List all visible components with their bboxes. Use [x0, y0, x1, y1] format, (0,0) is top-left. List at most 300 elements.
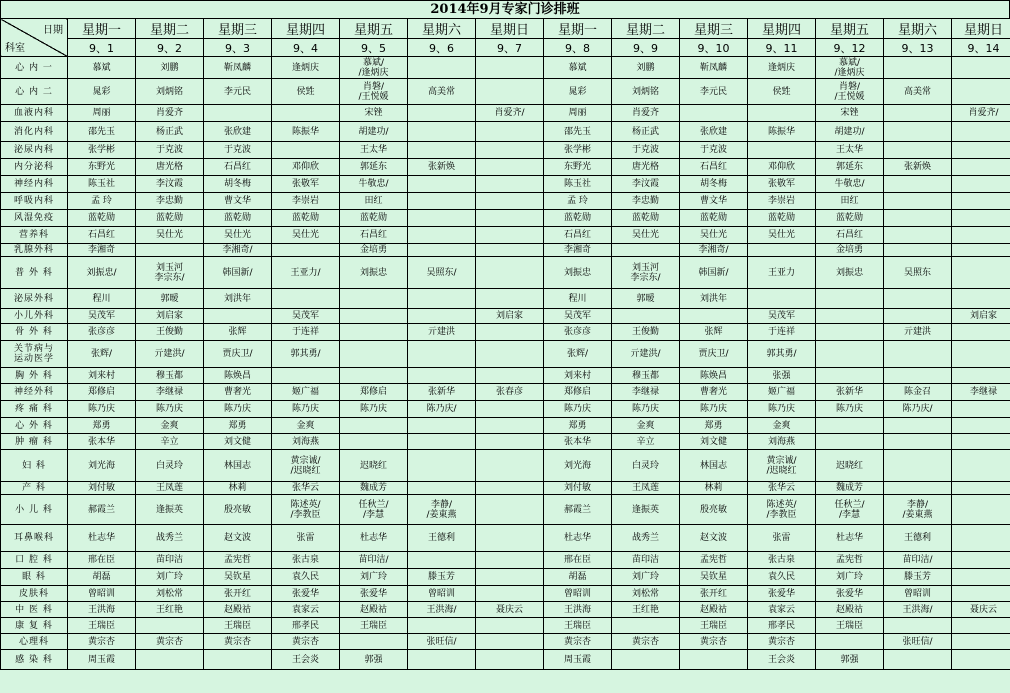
doctor-cell: 王瑞臣	[680, 618, 748, 634]
doctor-cell: 陈乃庆/	[884, 401, 952, 418]
doctor-cell: 刘鹏	[136, 57, 204, 79]
table-row	[1, 193, 1010, 210]
doctor-cell	[952, 176, 1010, 193]
doctor-cell	[476, 122, 544, 142]
doctor-cell: 王洪海/	[884, 602, 952, 618]
doctor-cell: 张强	[748, 368, 816, 384]
doctor-cell: 刘付敏	[544, 482, 612, 495]
table-row	[1, 434, 1010, 450]
doctor-cell: 陈乃庆	[544, 401, 612, 418]
department-cell: 呼吸内科	[1, 193, 68, 210]
doctor-cell: 肖爱齐	[136, 105, 204, 122]
doctor-cell: 林莉	[680, 482, 748, 495]
doctor-cell: 胡磊	[68, 569, 136, 586]
doctor-cell: 刘启家	[476, 309, 544, 324]
doctor-cell: 林莉	[204, 482, 272, 495]
department-cell: 关节病与 运动医学	[1, 341, 68, 368]
doctor-cell: 韩国新/	[204, 257, 272, 289]
doctor-cell: 亓建洪/	[612, 341, 680, 368]
doctor-cell	[952, 289, 1010, 309]
date-header: 9、7	[476, 39, 544, 57]
doctor-cell	[136, 650, 204, 670]
department-cell: 泌尿内科	[1, 142, 68, 159]
doctor-cell: 苗印洁/	[340, 552, 408, 569]
doctor-cell: 慕斌/ /逢炳庆	[340, 57, 408, 79]
table-row	[1, 495, 1010, 525]
doctor-cell: 石昌红	[68, 227, 136, 244]
doctor-cell: 李静/ /姜東燕	[884, 495, 952, 525]
doctor-cell: 蓝乾勋	[748, 210, 816, 227]
doctor-cell: 吴茂军	[544, 309, 612, 324]
doctor-cell: 赵殿祜	[204, 602, 272, 618]
doctor-cell: 郑修启	[68, 384, 136, 401]
doctor-cell	[952, 193, 1010, 210]
doctor-cell: 郭强	[816, 650, 884, 670]
doctor-cell: 魏成芳	[816, 482, 884, 495]
doctor-cell: 王瑞臣	[204, 618, 272, 634]
doctor-cell: 张敬军	[748, 176, 816, 193]
doctor-cell: 王瑞臣	[340, 618, 408, 634]
table-row	[1, 368, 1010, 384]
doctor-cell: 王红艳	[612, 602, 680, 618]
doctor-cell	[272, 368, 340, 384]
doctor-cell: 于克波	[680, 142, 748, 159]
sheet-title: 2014年9月专家门诊排班	[0, 0, 1010, 18]
doctor-cell: 刘启家	[136, 309, 204, 324]
doctor-cell	[748, 105, 816, 122]
doctor-cell: 胡建功/	[816, 122, 884, 142]
doctor-cell: 郑勇	[68, 418, 136, 434]
doctor-cell: 聂庆云	[476, 602, 544, 618]
doctor-cell: 亓建洪	[884, 324, 952, 341]
doctor-cell	[816, 418, 884, 434]
doctor-cell	[952, 257, 1010, 289]
doctor-cell	[884, 227, 952, 244]
doctor-cell: 石昌红	[204, 159, 272, 176]
doctor-cell: 李湘奇	[544, 244, 612, 257]
doctor-cell: 陈述英/ /李教臣	[748, 495, 816, 525]
doctor-cell: 张雷	[272, 525, 340, 552]
doctor-cell: 张学彬	[544, 142, 612, 159]
doctor-cell: 曾昭训	[68, 586, 136, 602]
doctor-cell	[340, 368, 408, 384]
doctor-cell: 曾昭训	[884, 586, 952, 602]
doctor-cell	[476, 569, 544, 586]
doctor-cell: 陈振华	[748, 122, 816, 142]
doctor-cell	[476, 193, 544, 210]
doctor-cell: 陈述英/ /李教臣	[272, 495, 340, 525]
doctor-cell	[476, 586, 544, 602]
date-header: 9、3	[204, 39, 272, 57]
doctor-cell: 王瑞臣	[68, 618, 136, 634]
doctor-cell: 吴茂军	[748, 309, 816, 324]
doctor-cell: 王会炎	[272, 650, 340, 670]
doctor-cell: 陈金召	[884, 384, 952, 401]
doctor-cell: 张爱华	[272, 586, 340, 602]
doctor-cell	[952, 634, 1010, 650]
doctor-cell	[884, 105, 952, 122]
doctor-cell: 李继禄	[136, 384, 204, 401]
department-cell: 疼 痛 科	[1, 401, 68, 418]
doctor-cell: 李崇岩	[272, 193, 340, 210]
doctor-cell: 贾庆卫/	[680, 341, 748, 368]
doctor-cell	[476, 210, 544, 227]
doctor-cell: 迟晓红	[340, 450, 408, 482]
weekday-header: 星期四	[272, 19, 340, 39]
doctor-cell: 王瑞臣	[544, 618, 612, 634]
department-cell: 心 内 一	[1, 57, 68, 79]
doctor-cell	[476, 57, 544, 79]
doctor-cell: 刘来村	[544, 368, 612, 384]
doctor-cell: 于克波	[136, 142, 204, 159]
doctor-cell: 张彦彦	[544, 324, 612, 341]
doctor-cell	[476, 227, 544, 244]
date-header: 9、8	[544, 39, 612, 57]
doctor-cell: 黄宗杏	[544, 634, 612, 650]
doctor-cell	[612, 309, 680, 324]
doctor-cell: 陈焕昌	[680, 368, 748, 384]
doctor-cell: 赵殿祜	[340, 602, 408, 618]
doctor-cell: 宋锉	[816, 105, 884, 122]
doctor-cell: 杨正武	[136, 122, 204, 142]
doctor-cell: 袁久民	[272, 569, 340, 586]
doctor-cell: 郭其勇/	[272, 341, 340, 368]
doctor-cell: 穆玉都	[612, 368, 680, 384]
department-cell: 心 外 科	[1, 418, 68, 434]
doctor-cell	[952, 495, 1010, 525]
doctor-cell	[476, 634, 544, 650]
doctor-cell	[884, 289, 952, 309]
doctor-cell: 刘广玲	[340, 569, 408, 586]
table-row	[1, 618, 1010, 634]
doctor-cell	[408, 122, 476, 142]
table-row	[1, 418, 1010, 434]
doctor-cell: 孟 玲	[68, 193, 136, 210]
doctor-cell: 慕斌	[68, 57, 136, 79]
doctor-cell	[340, 418, 408, 434]
doctor-cell: 李元民	[680, 79, 748, 105]
doctor-cell: 吴仕光	[204, 227, 272, 244]
doctor-cell	[476, 368, 544, 384]
doctor-cell: 靳凤麟	[204, 57, 272, 79]
doctor-cell: 牛敬忠/	[340, 176, 408, 193]
doctor-cell: 战秀兰	[136, 525, 204, 552]
doctor-cell: 于连祥	[748, 324, 816, 341]
doctor-cell: 邢在臣	[68, 552, 136, 569]
doctor-cell: 袁家云	[748, 602, 816, 618]
doctor-cell: 金培勇	[816, 244, 884, 257]
doctor-cell: 滕玉芳	[884, 569, 952, 586]
doctor-cell: 周丽	[544, 105, 612, 122]
doctor-cell: 胡建功/	[340, 122, 408, 142]
doctor-cell: 穆玉都	[136, 368, 204, 384]
doctor-cell: 肖爱齐/	[476, 105, 544, 122]
doctor-cell: 黄宗杏	[612, 634, 680, 650]
doctor-cell: 刘来村	[68, 368, 136, 384]
date-header: 9、5	[340, 39, 408, 57]
doctor-cell: 赵文波	[204, 525, 272, 552]
department-cell: 内分泌科	[1, 159, 68, 176]
doctor-cell	[680, 309, 748, 324]
doctor-cell	[612, 618, 680, 634]
doctor-cell: 张开红	[204, 586, 272, 602]
doctor-cell: 刘振忠	[340, 257, 408, 289]
doctor-cell: 金爽	[136, 418, 204, 434]
doctor-cell	[748, 244, 816, 257]
doctor-cell	[952, 401, 1010, 418]
table-row	[1, 57, 1010, 79]
doctor-cell: 周丽	[68, 105, 136, 122]
doctor-cell	[748, 142, 816, 159]
department-cell: 小儿外科	[1, 309, 68, 324]
doctor-cell: 刘松常	[136, 586, 204, 602]
table-row	[1, 634, 1010, 650]
doctor-cell: 李忠勤	[612, 193, 680, 210]
doctor-cell: 肖磐/ /王悦媛	[816, 79, 884, 105]
doctor-cell: 陈乃庆	[340, 401, 408, 418]
doctor-cell: 晁彩	[544, 79, 612, 105]
table-row	[1, 552, 1010, 569]
doctor-cell: 袁家云	[272, 602, 340, 618]
doctor-cell	[884, 122, 952, 142]
doctor-cell: 郝霞兰	[544, 495, 612, 525]
doctor-cell: 郑修启	[340, 384, 408, 401]
doctor-cell: 贾庆卫/	[204, 341, 272, 368]
doctor-cell: 刘玉河 李宗东/	[136, 257, 204, 289]
doctor-cell: 聂庆云	[952, 602, 1010, 618]
doctor-cell	[884, 309, 952, 324]
doctor-cell	[408, 57, 476, 79]
doctor-cell	[272, 244, 340, 257]
date-header: 9、13	[884, 39, 952, 57]
doctor-cell: 刘文健	[680, 434, 748, 450]
doctor-cell	[952, 450, 1010, 482]
date-header: 9、6	[408, 39, 476, 57]
table-row	[1, 482, 1010, 495]
doctor-cell: 肖爱齐	[612, 105, 680, 122]
doctor-cell: 张彦彦	[68, 324, 136, 341]
doctor-cell: 王俊勤	[136, 324, 204, 341]
table-row	[1, 569, 1010, 586]
doctor-cell: 赵文波	[680, 525, 748, 552]
table-row	[1, 105, 1010, 122]
table-row	[1, 244, 1010, 257]
doctor-cell: 唐光格	[136, 159, 204, 176]
doctor-cell: 吴钦星	[680, 569, 748, 586]
doctor-cell: 李崇岩	[748, 193, 816, 210]
doctor-cell	[884, 482, 952, 495]
doctor-cell: 晁彩	[68, 79, 136, 105]
doctor-cell: 陈振华	[272, 122, 340, 142]
department-cell: 血液内科	[1, 105, 68, 122]
doctor-cell: 陈玉社	[68, 176, 136, 193]
doctor-cell: 张新焕	[884, 159, 952, 176]
weekday-header: 星期五	[340, 19, 408, 39]
doctor-cell: 周玉霞	[68, 650, 136, 670]
department-cell: 妇 科	[1, 450, 68, 482]
doctor-cell: 林国志	[204, 450, 272, 482]
doctor-cell	[952, 482, 1010, 495]
department-cell: 中 医 科	[1, 602, 68, 618]
table-row	[1, 210, 1010, 227]
doctor-cell	[952, 586, 1010, 602]
doctor-cell	[884, 450, 952, 482]
department-cell: 心 内 二	[1, 79, 68, 105]
doctor-cell: 陈焕昌	[204, 368, 272, 384]
doctor-cell: 孟宪哲	[204, 552, 272, 569]
doctor-cell: 慕斌	[544, 57, 612, 79]
doctor-cell: 亓建洪	[408, 324, 476, 341]
doctor-cell: 李忠勤	[136, 193, 204, 210]
doctor-cell: 吴仕光	[136, 227, 204, 244]
doctor-cell: 刘光海	[544, 450, 612, 482]
doctor-cell	[476, 176, 544, 193]
doctor-cell: 张旺信/	[884, 634, 952, 650]
doctor-cell	[408, 650, 476, 670]
doctor-cell: 程川	[68, 289, 136, 309]
doctor-cell: 刘启家	[952, 309, 1010, 324]
table-row	[1, 401, 1010, 418]
doctor-cell: 杜志华	[816, 525, 884, 552]
doctor-cell	[136, 244, 204, 257]
doctor-cell: 孟 玲	[544, 193, 612, 210]
corner-header-cell	[1, 19, 68, 57]
doctor-cell: 刘玉河 李宗东/	[612, 257, 680, 289]
department-cell: 乳腺外科	[1, 244, 68, 257]
doctor-cell	[204, 650, 272, 670]
doctor-cell: 刘文健	[204, 434, 272, 450]
doctor-cell	[952, 244, 1010, 257]
doctor-cell: 蓝乾勋	[340, 210, 408, 227]
doctor-cell: 苗印洁/	[884, 552, 952, 569]
doctor-cell: 魏成芳	[340, 482, 408, 495]
doctor-cell: 田红	[340, 193, 408, 210]
doctor-cell: 田红	[816, 193, 884, 210]
doctor-cell: 曹文华	[680, 193, 748, 210]
doctor-cell	[408, 418, 476, 434]
doctor-cell	[884, 650, 952, 670]
doctor-cell	[816, 289, 884, 309]
doctor-cell: 吴仕光	[680, 227, 748, 244]
doctor-cell	[408, 210, 476, 227]
doctor-cell: 蓝乾勋	[680, 210, 748, 227]
doctor-cell	[476, 650, 544, 670]
doctor-cell: 孟宪哲	[680, 552, 748, 569]
doctor-cell: 郑勇	[680, 418, 748, 434]
doctor-cell	[408, 309, 476, 324]
doctor-cell	[476, 341, 544, 368]
date-header: 9、12	[816, 39, 884, 57]
doctor-cell: 蓝乾勋	[612, 210, 680, 227]
doctor-cell: 杜志华	[544, 525, 612, 552]
doctor-cell: 王俊勤	[612, 324, 680, 341]
date-header-row	[1, 39, 1010, 57]
doctor-cell: 刘鹏	[612, 57, 680, 79]
doctor-cell	[340, 309, 408, 324]
date-header: 9、9	[612, 39, 680, 57]
doctor-cell: 王洪海/	[408, 602, 476, 618]
table-row	[1, 289, 1010, 309]
doctor-cell	[476, 495, 544, 525]
doctor-cell: 张爱华	[748, 586, 816, 602]
doctor-cell: 东野光	[68, 159, 136, 176]
doctor-cell: 陈乃庆	[680, 401, 748, 418]
department-cell: 普 外 科	[1, 257, 68, 289]
doctor-cell: 金培勇	[340, 244, 408, 257]
doctor-cell	[952, 341, 1010, 368]
department-cell: 口 腔 科	[1, 552, 68, 569]
doctor-cell	[884, 368, 952, 384]
doctor-cell	[884, 341, 952, 368]
doctor-cell: 于克波	[612, 142, 680, 159]
doctor-cell: 曹奢光	[680, 384, 748, 401]
weekday-header: 星期三	[204, 19, 272, 39]
doctor-cell: 金爽	[748, 418, 816, 434]
doctor-cell	[476, 525, 544, 552]
doctor-cell	[136, 618, 204, 634]
doctor-cell: 殷亮敏	[204, 495, 272, 525]
doctor-cell: 赵殿祜	[680, 602, 748, 618]
doctor-cell: 王亚力/	[272, 257, 340, 289]
table-row	[1, 324, 1010, 341]
doctor-cell: 李静/ /姜東燕	[408, 495, 476, 525]
weekday-header: 星期日	[476, 19, 544, 39]
doctor-cell	[952, 210, 1010, 227]
doctor-cell: 张华云	[272, 482, 340, 495]
doctor-cell: 牛敬忠/	[816, 176, 884, 193]
doctor-cell: 张华云	[748, 482, 816, 495]
doctor-cell	[680, 105, 748, 122]
doctor-cell	[952, 368, 1010, 384]
doctor-cell	[340, 324, 408, 341]
doctor-cell: 刘广玲	[612, 569, 680, 586]
date-header: 9、14	[952, 39, 1010, 57]
doctor-cell: 吴茂军	[272, 309, 340, 324]
doctor-cell: 李元民	[204, 79, 272, 105]
doctor-cell: 靳凤麟	[680, 57, 748, 79]
weekday-header: 星期日	[952, 19, 1010, 39]
department-cell: 康 复 科	[1, 618, 68, 634]
department-cell: 泌尿外科	[1, 289, 68, 309]
doctor-cell	[748, 289, 816, 309]
doctor-cell: 金爽	[272, 418, 340, 434]
date-header: 9、2	[136, 39, 204, 57]
weekday-header: 星期四	[748, 19, 816, 39]
weekday-header: 星期六	[884, 19, 952, 39]
doctor-cell: 陈玉社	[544, 176, 612, 193]
doctor-cell	[884, 57, 952, 79]
doctor-cell	[408, 193, 476, 210]
doctor-cell: 肖磐/ /王悦媛	[340, 79, 408, 105]
doctor-cell: 张古泉	[272, 552, 340, 569]
doctor-cell: 张春彦	[476, 384, 544, 401]
doctor-cell	[816, 434, 884, 450]
doctor-cell: 苗印洁	[136, 552, 204, 569]
doctor-cell: 苗印洁	[612, 552, 680, 569]
table-row	[1, 525, 1010, 552]
doctor-cell	[816, 341, 884, 368]
doctor-cell	[952, 159, 1010, 176]
doctor-cell: 张爱华	[816, 586, 884, 602]
doctor-cell	[408, 142, 476, 159]
doctor-cell: 陈乃庆	[272, 401, 340, 418]
department-cell: 耳鼻喉科	[1, 525, 68, 552]
doctor-cell	[952, 227, 1010, 244]
doctor-cell: 石昌红	[544, 227, 612, 244]
table-row	[1, 122, 1010, 142]
doctor-cell: 刘振忠/	[68, 257, 136, 289]
doctor-cell: 郭强	[340, 650, 408, 670]
